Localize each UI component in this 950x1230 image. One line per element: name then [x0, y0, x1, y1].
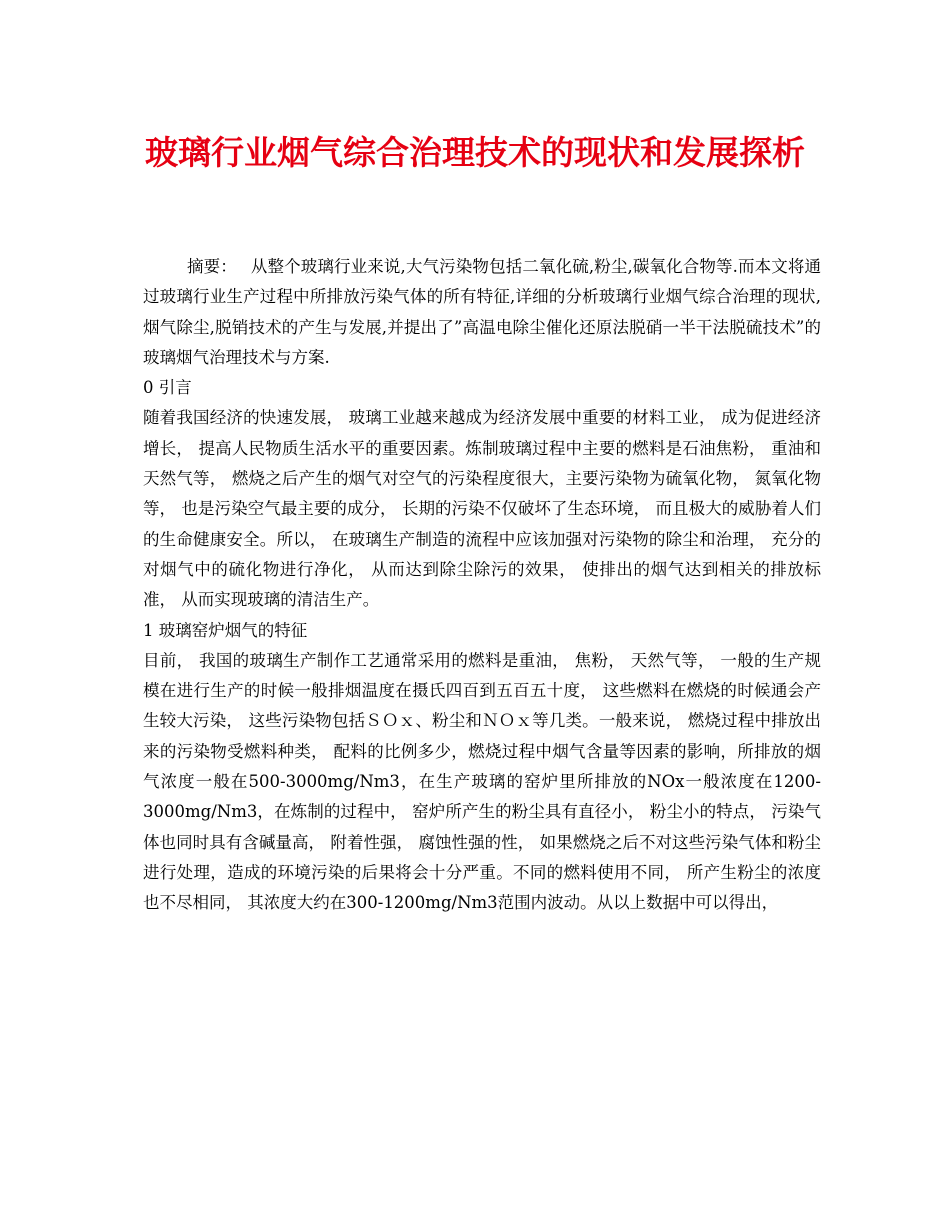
section-heading-introduction: 0 引言 [143, 378, 192, 398]
abstract-label: 摘要： [187, 257, 237, 276]
document-body [143, 252, 821, 919]
introduction-paragraph: 随着我国经济的快速发展， 玻璃工业越来越成为经济发展中重要的材料工业， 成为促进经济增长， 提高人民物质生活水平的重要因素。炼制玻璃过程中主要的燃料是石油焦粉， 重油和天然气等， 燃烧之后产生的烟气对空气的污染程度很大，主要污染物为硫氧化物， 氮氧化物等， 也是污染空气最主要的成分， 长期的污染不仅破坏了生态环境， 而且极大的威胁着人们的生命健康安全。所以， 在玻璃生产制造的流程中应该加强对污染物的除尘和治理， 充分的对烟气中的硫化物进行净化， 从而达到除尘除污的效果， 使排出的烟气达到相关的排放标准， 从而实现玻璃的清洁生产。 [143, 408, 821, 610]
flue-gas-characteristics-paragraph: 目前， 我国的玻璃生产制作工艺通常采用的燃料是重油， 焦粉， 天然气等， 一般的生产规模在进行生产的时候一般排烟温度在摄氏四百到五百五十度， 这些燃料在燃烧的时候通会产生较大污染， 这些污染物包括ＳＯｘ、粉尘和ＮＯｘ等几类。一般来说， 燃烧过程中排放出来的污染物受燃料种类， 配料的比例多少，燃烧过程中烟气含量等因素的影响，所排放的烟气浓度一般在500-3000mg/Nm3，在生产玻璃的窑炉里所排放的NOx一般浓度在1200-3000mg/Nm3，在炼制的过程中， 窑炉所产生的粉尘具有直径小， 粉尘小的特点， 污染气体也同时具有含碱量高， 附着性强， 腐蚀性强的性， 如果燃烧之后不对这些污染气体和粉尘进行处理，造成的环境污染的后果将会十分严重。不同的燃料使用不同， 所产生粉尘的浓度也不尽相同， 其浓度大约在300-1200mg/Nm3范围内波动。从以上数据中可以得出， [143, 650, 821, 913]
document-title: 玻璃行业烟气综合治理技术的现状和发展探析 [145, 133, 805, 172]
abstract-text: 从整个玻璃行业来说,大气污染物包括二氧化硫,粉尘,碳氧化合物等.而本文将通过玻璃行业生产过程中所排放污染气体的所有特征,详细的分析玻璃行业烟气综合治理的现状,烟气除尘,脱销技术的产生与发展,并提出了”高温电除尘催化还原法脱硝一半干法脱硫技术”的玻璃烟气治理技术与方案. [143, 257, 821, 367]
abstract-paragraph [143, 252, 821, 373]
section-heading-flue-gas-characteristics: 1 玻璃窑炉烟气的特征 [143, 620, 308, 640]
